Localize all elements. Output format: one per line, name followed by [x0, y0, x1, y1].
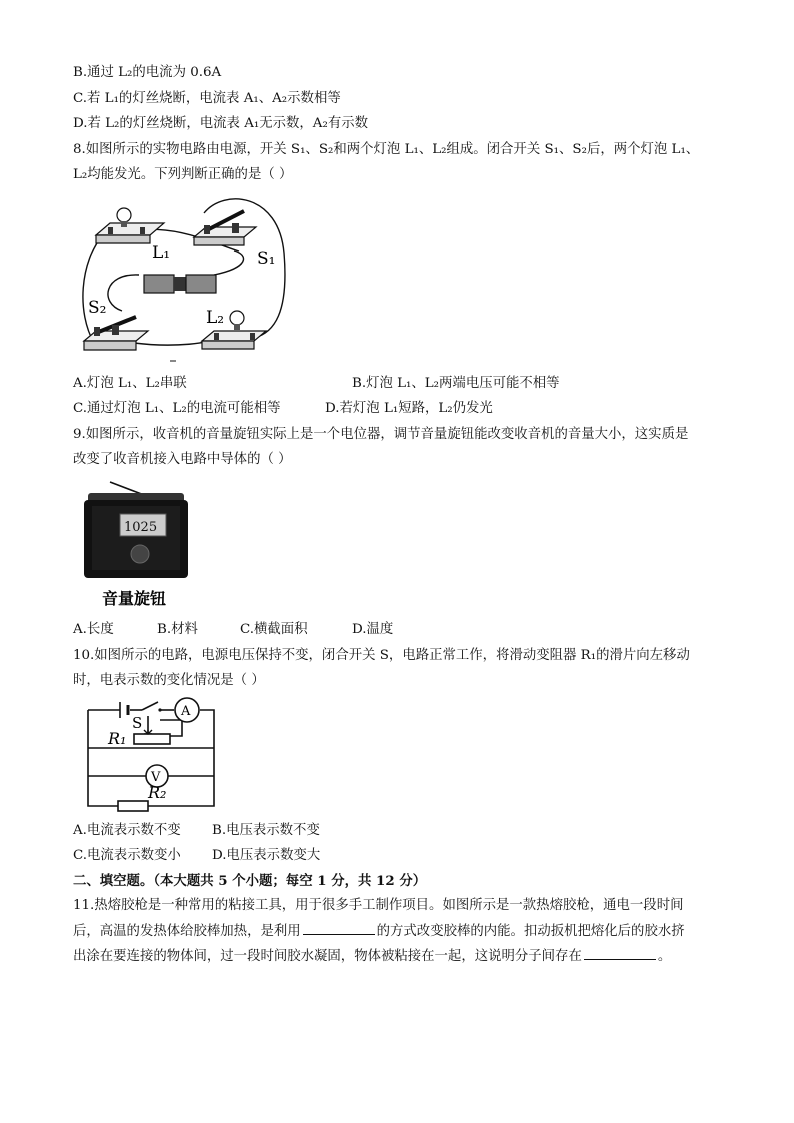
q9-stem-line1: 9.如图所示，收音机的音量旋钮实际上是一个电位器，调节音量旋钮能改变收音机的音量大小，这实质是 — [73, 427, 689, 442]
q11-line3 — [73, 947, 671, 966]
switch-s-symbol — [142, 702, 162, 712]
radio-figure — [80, 478, 195, 613]
radio-caption: 音量旋钮 — [102, 589, 167, 608]
label-l1: L₁ — [152, 243, 171, 263]
q10-stem-line1: 10.如图所示的电路，电源电压保持不变，闭合开关 S，电路正常工作，将滑动变阻器 R₁的滑片向左移动 — [73, 648, 690, 663]
resistor-r2 — [118, 801, 148, 811]
resistor-r1 — [134, 734, 170, 744]
battery-symbol — [120, 702, 128, 718]
q8-option-d: D.若灯泡 L₁短路，L₂仍发光 — [325, 401, 493, 416]
q11-blank-2[interactable] — [584, 947, 656, 960]
q7-option-b: B.通过 L₂的电流为 0.6A — [73, 65, 222, 80]
q10-option-a: A.电流表示数不变 — [73, 823, 181, 838]
q11-line1: 11.热熔胶枪是一种常用的粘接工具，用于很多手工制作项目。如图所示是一款热熔胶枪，通电一段时间 — [73, 898, 684, 913]
label-s: S — [132, 714, 143, 732]
q9-stem-line2: 改变了收音机接入电路中导体的（ ） — [73, 452, 292, 467]
q11-line2-after-blank: 的方式改变胶棒的内能。扣动扳机把熔化后的胶水挤 — [376, 924, 685, 939]
q11-line2-before-blank: 后，高温的发热体给胶棒加热，是利用 — [73, 924, 301, 939]
radio-display: 1025 — [124, 520, 158, 535]
q8-option-c: C.通过灯泡 L₁、L₂的电流可能相等 — [73, 401, 281, 416]
q9-option-a: A.长度 — [73, 622, 114, 637]
q7-option-c: C.若 L₁的灯丝烧断，电流表 A₁、A₂示数相等 — [73, 91, 341, 106]
q8-option-b: B.灯泡 L₁、L₂两端电压可能不相等 — [352, 376, 560, 391]
q8-circuit-figure — [74, 193, 294, 365]
q11-line3-before-blank: 出涂在要连接的物体间，过一段时间胶水凝固，物体被粘接在一起，这说明分子间存在 — [73, 949, 582, 964]
q7-option-d: D.若 L₂的灯丝烧断，电流表 A₁无示数，A₂有示数 — [73, 116, 369, 131]
q8-stem-line2: L₂均能发光。下列判断正确的是（ ） — [73, 167, 293, 182]
label-r2: R₂ — [148, 783, 167, 802]
q10-option-d: D.电压表示数变大 — [212, 848, 321, 863]
q11-blank-1[interactable] — [303, 922, 375, 935]
q9-option-d: D.温度 — [352, 622, 394, 637]
label-a: A — [181, 704, 191, 719]
battery — [144, 275, 216, 293]
bulb-l1 — [96, 208, 164, 243]
volume-knob — [131, 545, 149, 563]
q8-option-a: A.灯泡 L₁、L₂串联 — [73, 376, 187, 391]
switch-s2 — [84, 317, 148, 350]
label-l2: L₂ — [206, 308, 225, 328]
q11-line3-end: 。 — [657, 949, 672, 964]
q9-option-c: C.横截面积 — [240, 622, 308, 637]
q10-circuit-figure — [82, 696, 222, 814]
label-s2: S₂ — [88, 298, 107, 318]
label-v: V — [151, 770, 161, 785]
switch-s1 — [194, 211, 256, 245]
q10-option-c: C.电流表示数变小 — [73, 848, 181, 863]
label-s1: S₁ — [257, 249, 276, 269]
label-r1: R₁ — [108, 729, 127, 748]
q8-stem-line1: 8.如图所示的实物电路由电源，开关 S₁、S₂和两个灯泡 L₁、L₂组成。闭合开关 S₁、S₂后，两个灯泡 L₁、 — [73, 142, 700, 157]
q10-option-b: B.电压表示数不变 — [212, 823, 320, 838]
q9-option-b: B.材料 — [157, 622, 198, 637]
q10-stem-line2: 时，电表示数的变化情况是（ ） — [73, 673, 265, 688]
q11-line2 — [73, 922, 685, 941]
ammeter — [175, 698, 199, 722]
section2-heading: 二、填空题。（本大题共 5 个小题；每空 1 分，共 12 分） — [73, 873, 427, 889]
